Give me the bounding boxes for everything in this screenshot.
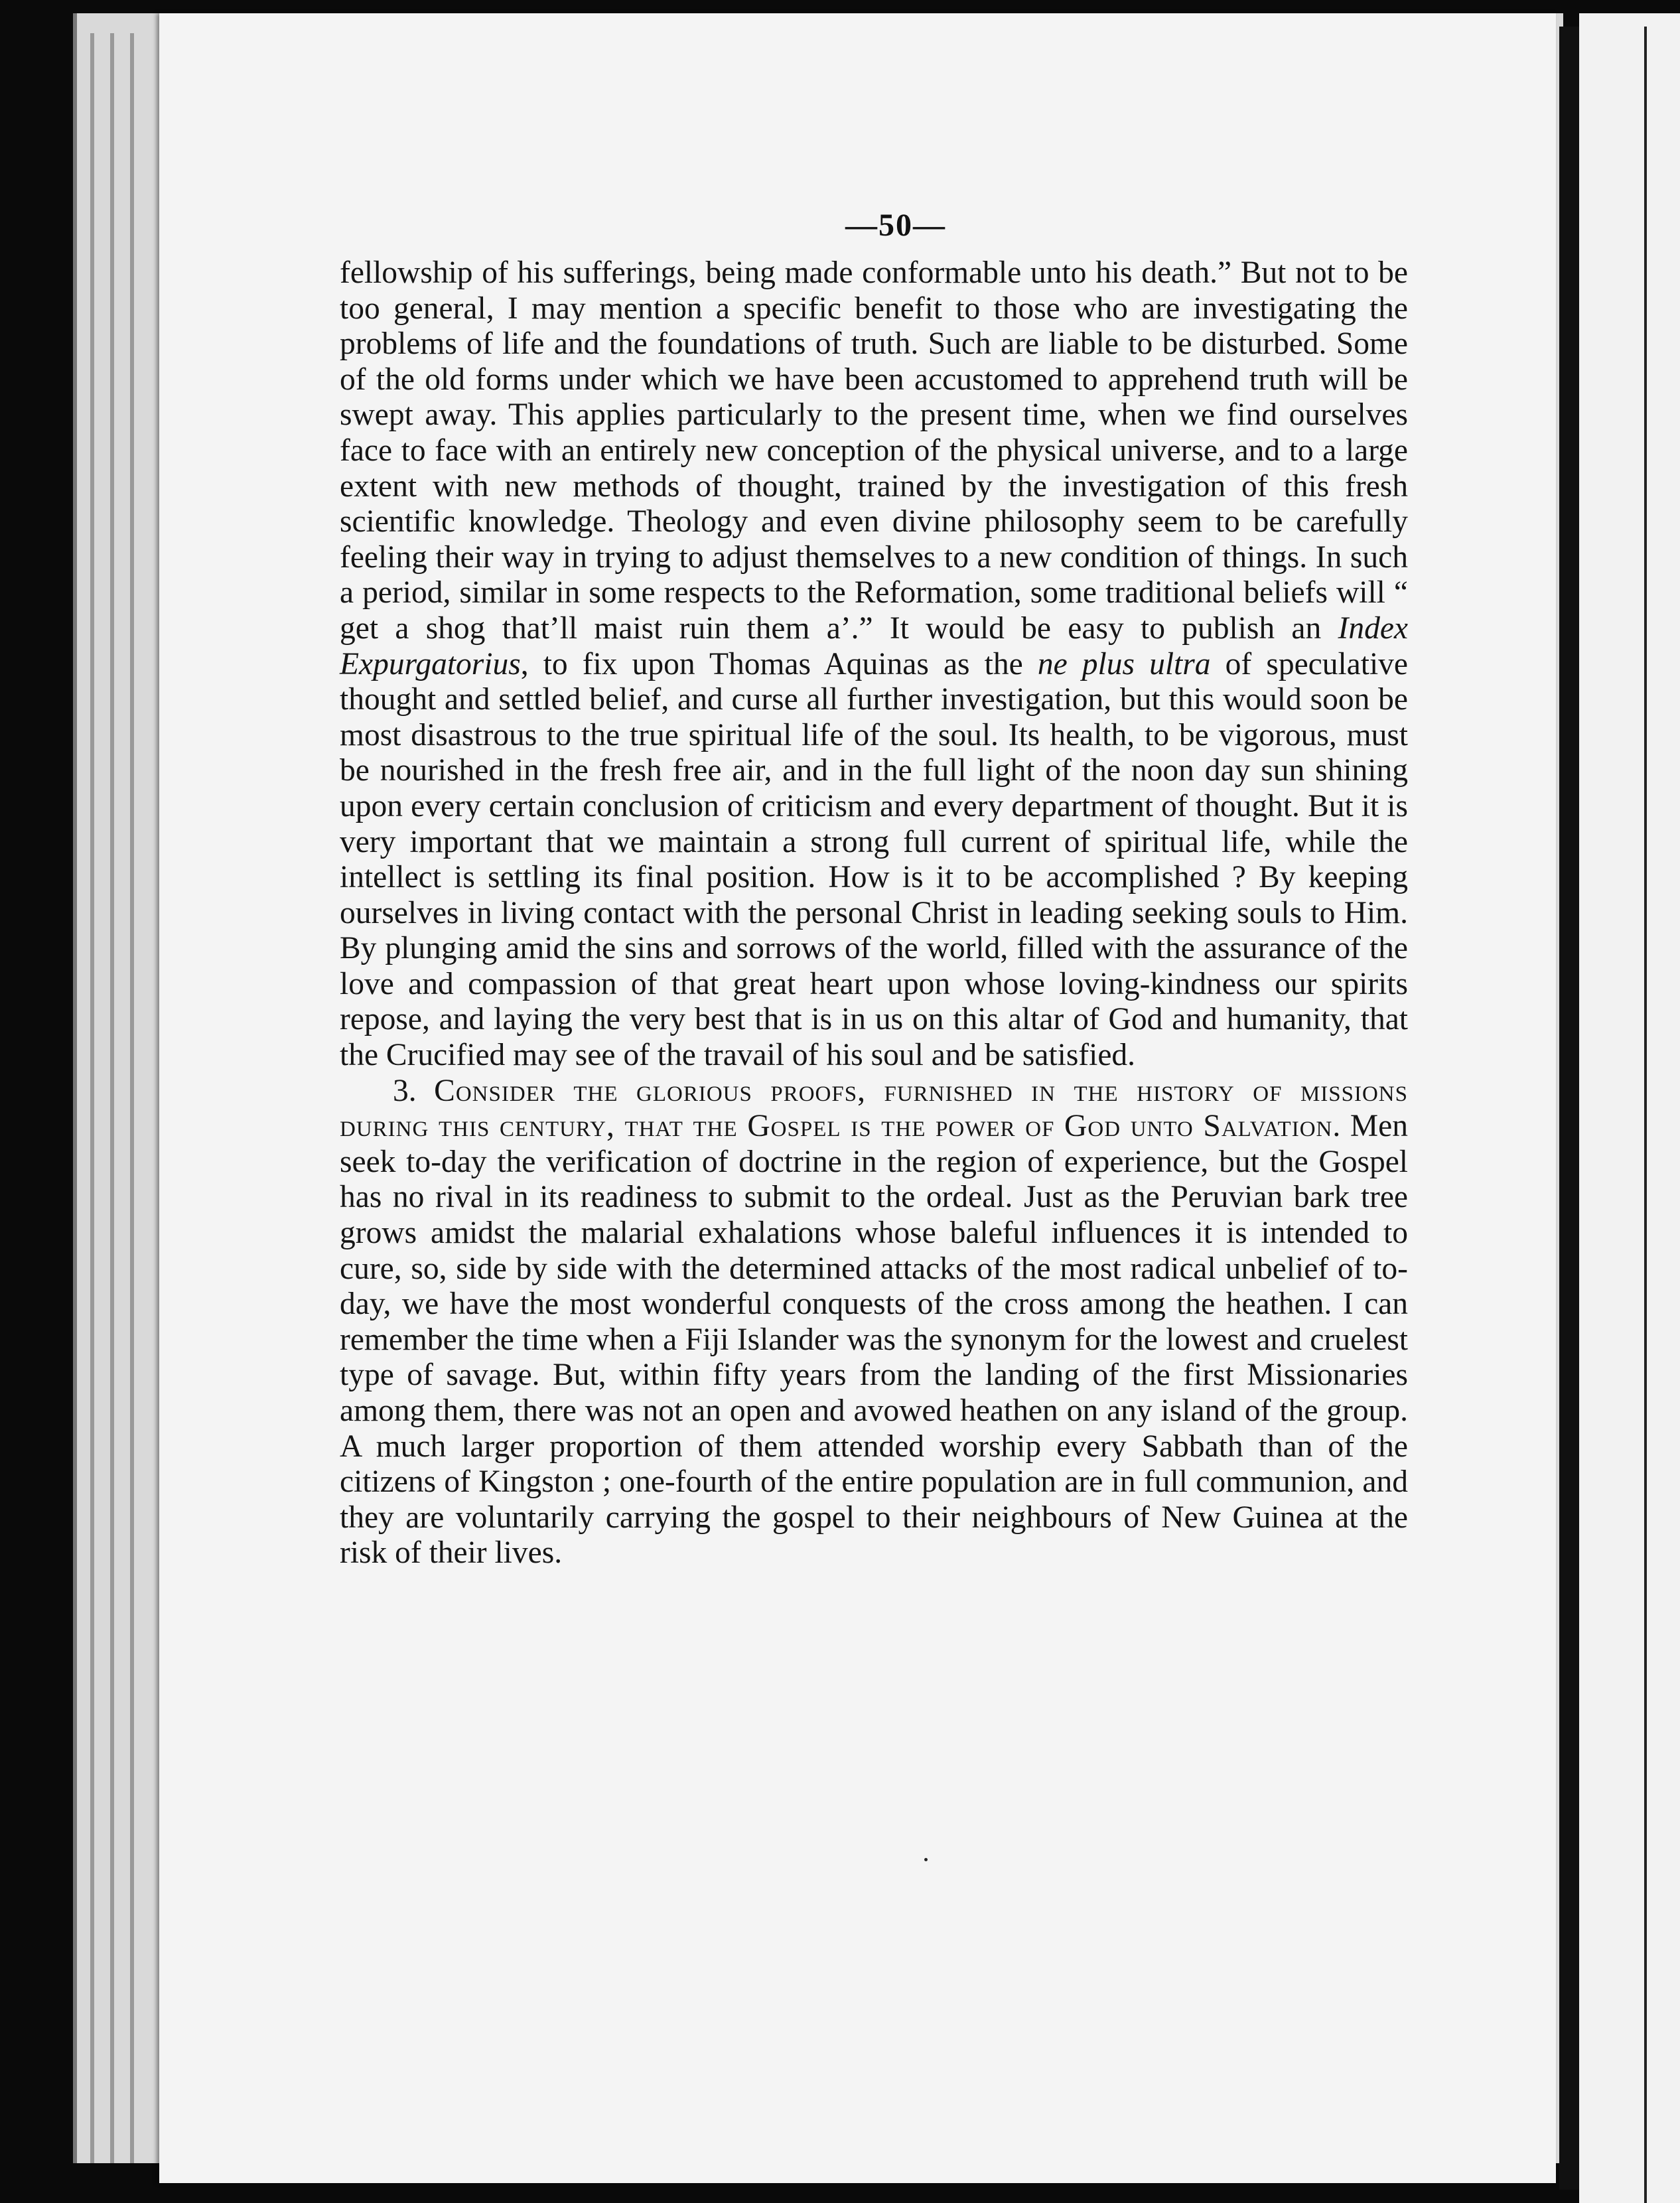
paragraph-1-text: fellowship of his sufferings, being made conformable unto his death.” But not to be too general, I may mention a specific benefit to those who are investigating the problems of life and the foundations of truth. Such are liable to be disturbed. Some of the old forms under which we have been accustomed to apprehend truth will be swept away. This applies particularly to the present time, when we find ourselves face to face with an entirely new conception of the physical universe, and to a large extent with new methods of thought, trained by the investigation of this fresh scientific knowledge. Theology and even divine philosophy seem to be carefully feeling their way in trying to adjust themselves to a new condition of things. In such a period, similar in some respects to the Reformation, some traditional beliefs will “ get a shog that’ll maist ruin them a’.” It would be easy to publish an <box>340 255 1408 646</box>
page-edge-line <box>110 33 114 2163</box>
page-body <box>340 255 1408 1571</box>
paragraph-1-text: of speculative thought and settled belief, and curse all further investigation, but this would soon be most disastrous to the true spiritual life of the soul. Its health, to be vigorous, must be nourished in the fresh free air, and in the full light of the noon day sun shining upon every certain conclusion of criticism and every department of thought. But it is very important that we maintain a strong full current of spiritual life, while the intellect is settling its final position. How is it to be accomplished ? By keeping ourselves in living contact with the personal Christ in leading seeking souls to Him. By plunging amid the sins and sorrows of the world, filled with the assurance of the love and compassion of that great heart upon whose loving-kindness our spirits repose, and laying the very best that is in us on this altar of God and humanity, that the Crucified may see of the travail of his soul and be satisfied. <box>340 646 1408 1073</box>
italic-ne-plus-ultra: ne plus ultra <box>1037 646 1211 681</box>
section-heading: Consider the glorious proofs, furnished in the history of missions during this century, that the Gospel is the power of God unto Salvation. <box>340 1073 1408 1144</box>
paragraph-1 <box>340 255 1408 1074</box>
page-edge-line <box>90 33 94 2163</box>
page-number: —50— <box>845 208 946 243</box>
section-number: 3. <box>393 1073 417 1108</box>
facing-page-edge <box>1579 13 1680 2203</box>
ink-speck <box>924 1858 928 1861</box>
paragraph-2-text: Men seek to-day the verification of doctrine in the region of experience, but the Gospel has no rival in its readiness to submit to the ordeal. Just as the Peruvian bark tree grows amidst the malarial exhalations whose baleful influences it is intended to cure, so, side by side with the determined attacks of the most radical unbelief of to-day, we have the most wonderful conquests of the cross among the heathen. I can remember the time when a Fiji Islander was the synonym for the lowest and cruelest type of savage. But, within fifty years from the landing of the first Missionaries among them, there was not an open and avowed heathen on any island of the group. A much larger proportion of them attended worship every Sabbath than of the citizens of Kingston ; one-fourth of the entire population are in full communion, and they are voluntarily carrying the gospel to their neighbours of New Guinea at the risk of their lives. <box>340 1109 1408 1571</box>
paragraph-2 <box>340 1074 1408 1571</box>
page-edge-line <box>130 33 134 2163</box>
facing-page-rule <box>1644 27 1647 2203</box>
paragraph-1-text: , to fix upon Thomas Aquinas as the <box>520 646 1038 681</box>
italic-index-expurgatorius: Index Expurgatorius <box>340 610 1408 681</box>
book-gutter <box>1559 27 1579 2190</box>
